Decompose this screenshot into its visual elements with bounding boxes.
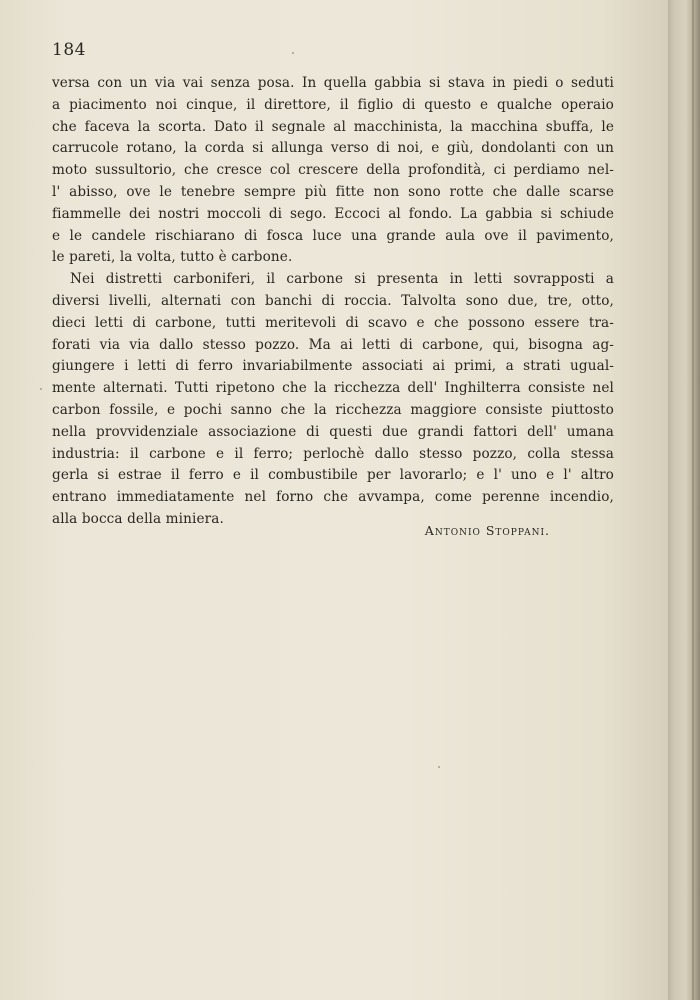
paper-speck <box>438 766 440 768</box>
paragraph-1 <box>52 73 614 269</box>
text-line: fiammelle dei nostri moccoli di sego. Eccoci al fondo. La gabbia si schiude <box>52 205 614 222</box>
text-line: dieci letti di carbone, tutti meritevoli di scavo e che possono essere tra- <box>52 314 614 331</box>
text-line: nella provvidenziale associazione di questi due grandi fattori dell' umana <box>52 423 614 440</box>
text-line: carrucole rotano, la corda si allunga verso di noi, e giù, dondolanti con un <box>52 140 614 157</box>
text-line: diversi livelli, alternati con banchi di roccia. Talvolta sono due, tre, otto, <box>52 292 614 309</box>
spine-fold-line <box>692 0 694 1000</box>
paper-speck <box>292 52 294 54</box>
text-line: moto sussultorio, che cresce col crescere della profondità, ci perdiamo nel- <box>52 162 614 179</box>
text-line: carbon fossile, e pochi sanno che la ricchezza maggiore consiste piuttosto <box>52 401 614 418</box>
text-line: le pareti, la volta, tutto è carbone. <box>52 249 293 266</box>
text-line: mente alternati. Tutti ripetono che la ricchezza dell' Inghilterra consiste nel <box>52 380 614 397</box>
text-line: forati via via dallo stesso pozzo. Ma ai letti di carbone, qui, bisogna ag- <box>52 336 614 353</box>
text-line: alla bocca della miniera. <box>52 510 224 527</box>
text-line: che faceva la scorta. Dato il segnale al macchinista, la macchina sbuffa, le <box>52 118 614 135</box>
text-line: entrano immediatamente nel forno che avvampa, come perenne incendio, <box>52 489 614 506</box>
text-line: giungere i letti di ferro invariabilmente associati ai primi, a strati ugual- <box>52 358 614 375</box>
text-line: l' abisso, ove le tenebre sempre più fitte non sono rotte che dalle scarse <box>52 183 614 200</box>
text-line: industria: il carbone e il ferro; perlochè dallo stesso pozzo, colla stessa <box>52 445 614 462</box>
body-text <box>52 73 614 531</box>
paper-speck <box>40 388 42 390</box>
page-number: 184 <box>52 40 86 60</box>
author-signature: Antonio Stoppani. <box>424 523 550 538</box>
text-line: e le candele rischiarano di fosca luce una grande aula ove il pavimento, <box>52 227 614 244</box>
text-line: Nei distretti carboniferi, il carbone si presenta in letti sovrapposti a <box>70 271 614 288</box>
paragraph-2 <box>52 269 614 531</box>
text-line: gerla si estrae il ferro e il combustibile per lavorarlo; e l' uno e l' altro <box>52 467 614 484</box>
text-line: versa con un via vai senza posa. In quella gabbia si stava in piedi o seduti <box>52 75 614 91</box>
book-spine-edge <box>668 0 700 1000</box>
text-line: a piacimento noi cinque, il direttore, il figlio di questo e qualche operaio <box>52 96 614 113</box>
